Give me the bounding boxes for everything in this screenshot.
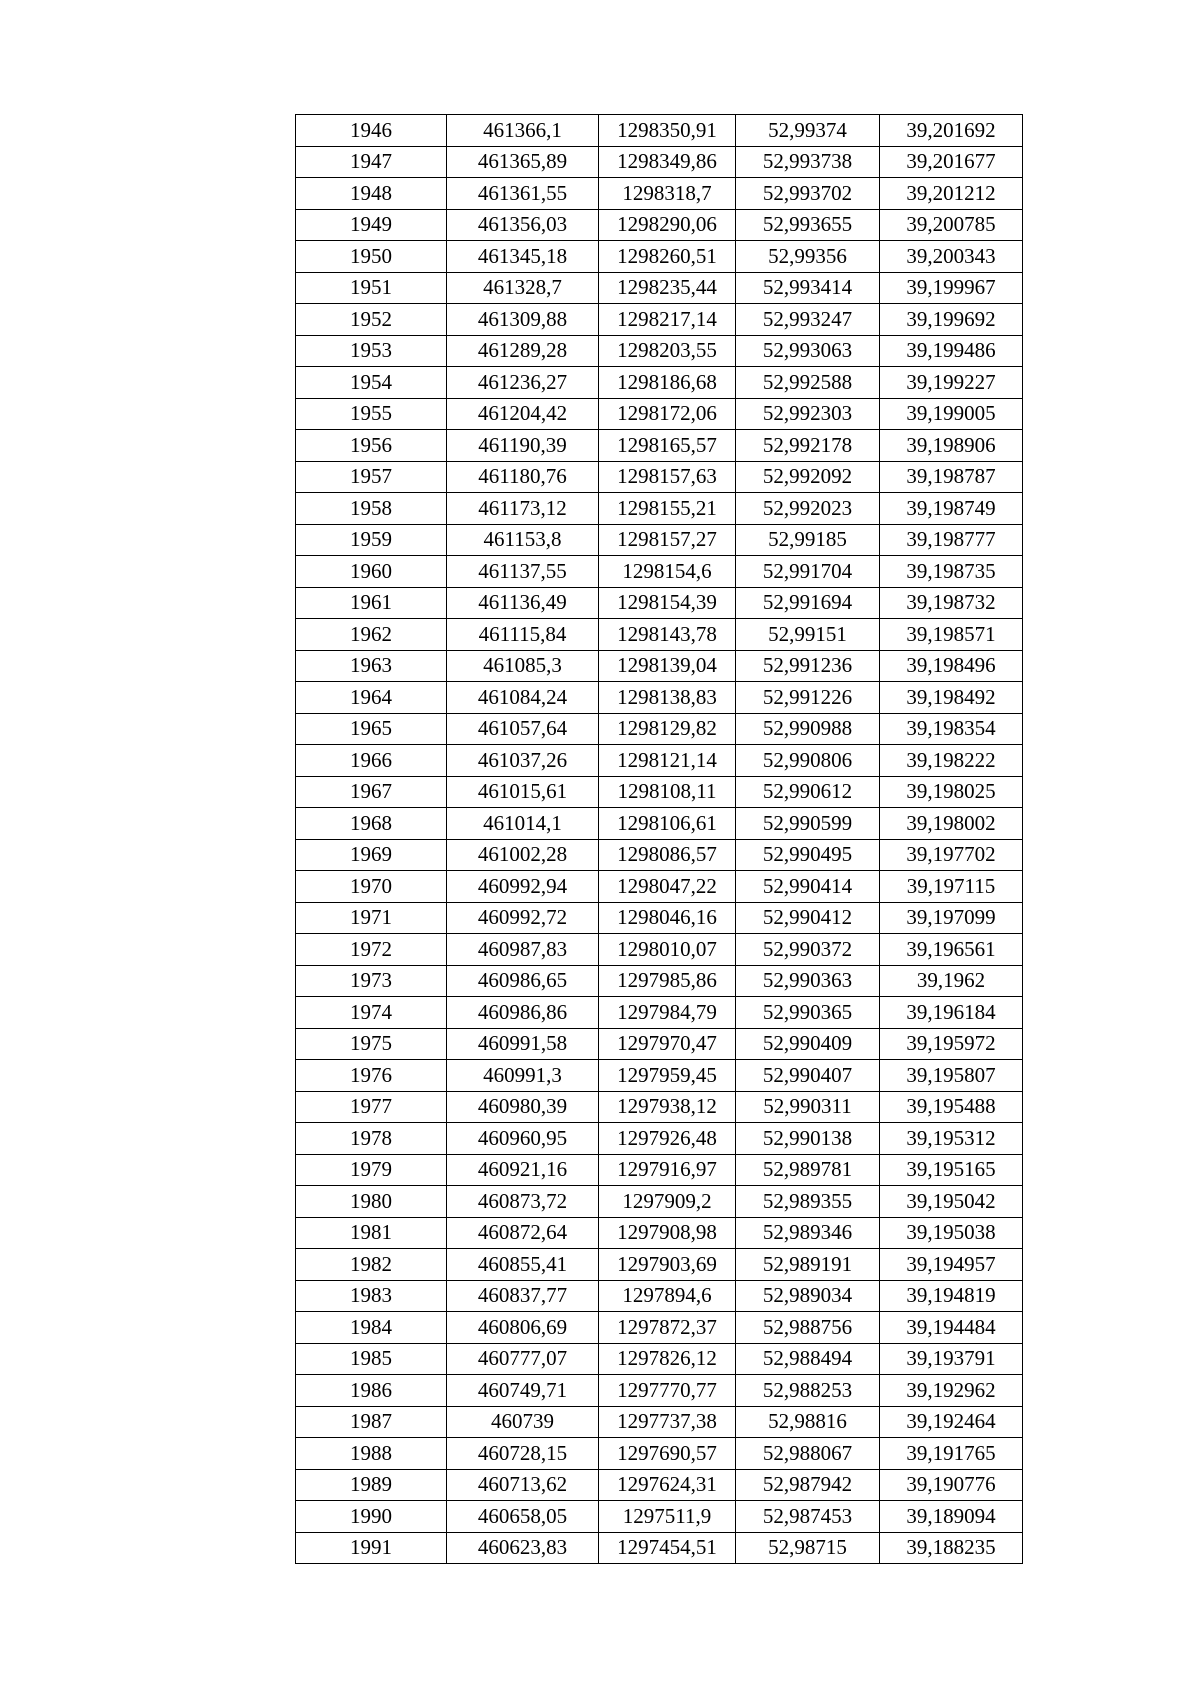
longitude-cell: 39,190776 bbox=[880, 1469, 1023, 1501]
latitude-cell: 52,989191 bbox=[736, 1249, 880, 1281]
longitude-cell: 39,195042 bbox=[880, 1186, 1023, 1218]
y-coordinate-cell: 1297984,79 bbox=[599, 997, 736, 1029]
x-coordinate-cell: 461309,88 bbox=[447, 304, 599, 336]
latitude-cell: 52,990612 bbox=[736, 776, 880, 808]
y-coordinate-cell: 1298010,07 bbox=[599, 934, 736, 966]
latitude-cell: 52,988494 bbox=[736, 1343, 880, 1375]
longitude-cell: 39,195488 bbox=[880, 1091, 1023, 1123]
point-number-cell: 1951 bbox=[296, 272, 447, 304]
table-row bbox=[296, 587, 1023, 619]
x-coordinate-cell: 461361,55 bbox=[447, 178, 599, 210]
table-row bbox=[296, 776, 1023, 808]
y-coordinate-cell: 1297985,86 bbox=[599, 965, 736, 997]
x-coordinate-cell: 460749,71 bbox=[447, 1375, 599, 1407]
table-row bbox=[296, 1186, 1023, 1218]
latitude-cell: 52,990599 bbox=[736, 808, 880, 840]
y-coordinate-cell: 1298290,06 bbox=[599, 209, 736, 241]
latitude-cell: 52,991704 bbox=[736, 556, 880, 588]
x-coordinate-cell: 460728,15 bbox=[447, 1438, 599, 1470]
table-row bbox=[296, 146, 1023, 178]
longitude-cell: 39,195312 bbox=[880, 1123, 1023, 1155]
table-row bbox=[296, 713, 1023, 745]
y-coordinate-cell: 1298172,06 bbox=[599, 398, 736, 430]
y-coordinate-cell: 1297872,37 bbox=[599, 1312, 736, 1344]
latitude-cell: 52,992092 bbox=[736, 461, 880, 493]
latitude-cell: 52,988067 bbox=[736, 1438, 880, 1470]
x-coordinate-cell: 461137,55 bbox=[447, 556, 599, 588]
longitude-cell: 39,194819 bbox=[880, 1280, 1023, 1312]
longitude-cell: 39,201212 bbox=[880, 178, 1023, 210]
x-coordinate-cell: 461190,39 bbox=[447, 430, 599, 462]
latitude-cell: 52,989355 bbox=[736, 1186, 880, 1218]
longitude-cell: 39,198496 bbox=[880, 650, 1023, 682]
x-coordinate-cell: 461002,28 bbox=[447, 839, 599, 871]
y-coordinate-cell: 1298139,04 bbox=[599, 650, 736, 682]
latitude-cell: 52,992588 bbox=[736, 367, 880, 399]
latitude-cell: 52,993738 bbox=[736, 146, 880, 178]
coordinates-table bbox=[295, 114, 1023, 1564]
latitude-cell: 52,988756 bbox=[736, 1312, 880, 1344]
y-coordinate-cell: 1297903,69 bbox=[599, 1249, 736, 1281]
y-coordinate-cell: 1298046,16 bbox=[599, 902, 736, 934]
point-number-cell: 1970 bbox=[296, 871, 447, 903]
latitude-cell: 52,990806 bbox=[736, 745, 880, 777]
table-row bbox=[296, 115, 1023, 147]
table-row bbox=[296, 997, 1023, 1029]
point-number-cell: 1986 bbox=[296, 1375, 447, 1407]
table-body bbox=[296, 115, 1023, 1564]
point-number-cell: 1952 bbox=[296, 304, 447, 336]
y-coordinate-cell: 1298155,21 bbox=[599, 493, 736, 525]
y-coordinate-cell: 1298157,63 bbox=[599, 461, 736, 493]
x-coordinate-cell: 461057,64 bbox=[447, 713, 599, 745]
y-coordinate-cell: 1298217,14 bbox=[599, 304, 736, 336]
longitude-cell: 39,198787 bbox=[880, 461, 1023, 493]
table-row bbox=[296, 524, 1023, 556]
longitude-cell: 39,201692 bbox=[880, 115, 1023, 147]
table-row bbox=[296, 1501, 1023, 1533]
y-coordinate-cell: 1297916,97 bbox=[599, 1154, 736, 1186]
y-coordinate-cell: 1298260,51 bbox=[599, 241, 736, 273]
point-number-cell: 1981 bbox=[296, 1217, 447, 1249]
latitude-cell: 52,990365 bbox=[736, 997, 880, 1029]
x-coordinate-cell: 460623,83 bbox=[447, 1532, 599, 1564]
point-number-cell: 1982 bbox=[296, 1249, 447, 1281]
longitude-cell: 39,194957 bbox=[880, 1249, 1023, 1281]
table-row bbox=[296, 1375, 1023, 1407]
x-coordinate-cell: 461136,49 bbox=[447, 587, 599, 619]
x-coordinate-cell: 460960,95 bbox=[447, 1123, 599, 1155]
y-coordinate-cell: 1297737,38 bbox=[599, 1406, 736, 1438]
y-coordinate-cell: 1298047,22 bbox=[599, 871, 736, 903]
x-coordinate-cell: 460991,58 bbox=[447, 1028, 599, 1060]
x-coordinate-cell: 461366,1 bbox=[447, 115, 599, 147]
x-coordinate-cell: 461365,89 bbox=[447, 146, 599, 178]
y-coordinate-cell: 1297926,48 bbox=[599, 1123, 736, 1155]
x-coordinate-cell: 461014,1 bbox=[447, 808, 599, 840]
point-number-cell: 1948 bbox=[296, 178, 447, 210]
point-number-cell: 1972 bbox=[296, 934, 447, 966]
longitude-cell: 39,200343 bbox=[880, 241, 1023, 273]
point-number-cell: 1985 bbox=[296, 1343, 447, 1375]
table-row bbox=[296, 1217, 1023, 1249]
point-number-cell: 1971 bbox=[296, 902, 447, 934]
x-coordinate-cell: 461015,61 bbox=[447, 776, 599, 808]
x-coordinate-cell: 460739 bbox=[447, 1406, 599, 1438]
latitude-cell: 52,991236 bbox=[736, 650, 880, 682]
table-row bbox=[296, 934, 1023, 966]
table-row bbox=[296, 398, 1023, 430]
latitude-cell: 52,992023 bbox=[736, 493, 880, 525]
x-coordinate-cell: 460658,05 bbox=[447, 1501, 599, 1533]
point-number-cell: 1947 bbox=[296, 146, 447, 178]
latitude-cell: 52,990412 bbox=[736, 902, 880, 934]
table-row bbox=[296, 1060, 1023, 1092]
table-row bbox=[296, 178, 1023, 210]
latitude-cell: 52,993655 bbox=[736, 209, 880, 241]
y-coordinate-cell: 1298143,78 bbox=[599, 619, 736, 651]
y-coordinate-cell: 1298129,82 bbox=[599, 713, 736, 745]
x-coordinate-cell: 461084,24 bbox=[447, 682, 599, 714]
x-coordinate-cell: 461037,26 bbox=[447, 745, 599, 777]
point-number-cell: 1956 bbox=[296, 430, 447, 462]
point-number-cell: 1949 bbox=[296, 209, 447, 241]
table-row bbox=[296, 839, 1023, 871]
longitude-cell: 39,198777 bbox=[880, 524, 1023, 556]
y-coordinate-cell: 1297938,12 bbox=[599, 1091, 736, 1123]
table-row bbox=[296, 1280, 1023, 1312]
y-coordinate-cell: 1298165,57 bbox=[599, 430, 736, 462]
x-coordinate-cell: 461204,42 bbox=[447, 398, 599, 430]
latitude-cell: 52,993414 bbox=[736, 272, 880, 304]
latitude-cell: 52,99151 bbox=[736, 619, 880, 651]
y-coordinate-cell: 1298349,86 bbox=[599, 146, 736, 178]
x-coordinate-cell: 460986,86 bbox=[447, 997, 599, 1029]
table-row bbox=[296, 1438, 1023, 1470]
y-coordinate-cell: 1298186,68 bbox=[599, 367, 736, 399]
y-coordinate-cell: 1297454,51 bbox=[599, 1532, 736, 1564]
x-coordinate-cell: 461153,8 bbox=[447, 524, 599, 556]
y-coordinate-cell: 1297511,9 bbox=[599, 1501, 736, 1533]
longitude-cell: 39,192962 bbox=[880, 1375, 1023, 1407]
latitude-cell: 52,992303 bbox=[736, 398, 880, 430]
table-row bbox=[296, 1154, 1023, 1186]
latitude-cell: 52,989781 bbox=[736, 1154, 880, 1186]
y-coordinate-cell: 1298350,91 bbox=[599, 115, 736, 147]
y-coordinate-cell: 1298138,83 bbox=[599, 682, 736, 714]
latitude-cell: 52,993063 bbox=[736, 335, 880, 367]
latitude-cell: 52,990409 bbox=[736, 1028, 880, 1060]
x-coordinate-cell: 460855,41 bbox=[447, 1249, 599, 1281]
point-number-cell: 1946 bbox=[296, 115, 447, 147]
x-coordinate-cell: 460921,16 bbox=[447, 1154, 599, 1186]
table-row bbox=[296, 808, 1023, 840]
table-row bbox=[296, 650, 1023, 682]
y-coordinate-cell: 1298121,14 bbox=[599, 745, 736, 777]
point-number-cell: 1961 bbox=[296, 587, 447, 619]
longitude-cell: 39,197099 bbox=[880, 902, 1023, 934]
latitude-cell: 52,993247 bbox=[736, 304, 880, 336]
x-coordinate-cell: 460992,72 bbox=[447, 902, 599, 934]
longitude-cell: 39,189094 bbox=[880, 1501, 1023, 1533]
longitude-cell: 39,198735 bbox=[880, 556, 1023, 588]
x-coordinate-cell: 461180,76 bbox=[447, 461, 599, 493]
x-coordinate-cell: 460713,62 bbox=[447, 1469, 599, 1501]
x-coordinate-cell: 460991,3 bbox=[447, 1060, 599, 1092]
point-number-cell: 1962 bbox=[296, 619, 447, 651]
latitude-cell: 52,990372 bbox=[736, 934, 880, 966]
longitude-cell: 39,196561 bbox=[880, 934, 1023, 966]
table-row bbox=[296, 619, 1023, 651]
longitude-cell: 39,1962 bbox=[880, 965, 1023, 997]
longitude-cell: 39,198732 bbox=[880, 587, 1023, 619]
latitude-cell: 52,99374 bbox=[736, 115, 880, 147]
y-coordinate-cell: 1298154,6 bbox=[599, 556, 736, 588]
point-number-cell: 1960 bbox=[296, 556, 447, 588]
table-row bbox=[296, 335, 1023, 367]
longitude-cell: 39,194484 bbox=[880, 1312, 1023, 1344]
latitude-cell: 52,990363 bbox=[736, 965, 880, 997]
y-coordinate-cell: 1297826,12 bbox=[599, 1343, 736, 1375]
table-row bbox=[296, 745, 1023, 777]
latitude-cell: 52,99185 bbox=[736, 524, 880, 556]
point-number-cell: 1953 bbox=[296, 335, 447, 367]
table-row bbox=[296, 241, 1023, 273]
x-coordinate-cell: 460980,39 bbox=[447, 1091, 599, 1123]
longitude-cell: 39,201677 bbox=[880, 146, 1023, 178]
y-coordinate-cell: 1298086,57 bbox=[599, 839, 736, 871]
point-number-cell: 1975 bbox=[296, 1028, 447, 1060]
point-number-cell: 1968 bbox=[296, 808, 447, 840]
point-number-cell: 1955 bbox=[296, 398, 447, 430]
point-number-cell: 1958 bbox=[296, 493, 447, 525]
latitude-cell: 52,990414 bbox=[736, 871, 880, 903]
point-number-cell: 1950 bbox=[296, 241, 447, 273]
latitude-cell: 52,991694 bbox=[736, 587, 880, 619]
longitude-cell: 39,195972 bbox=[880, 1028, 1023, 1060]
point-number-cell: 1973 bbox=[296, 965, 447, 997]
latitude-cell: 52,990407 bbox=[736, 1060, 880, 1092]
table-row bbox=[296, 682, 1023, 714]
latitude-cell: 52,987453 bbox=[736, 1501, 880, 1533]
latitude-cell: 52,98816 bbox=[736, 1406, 880, 1438]
point-number-cell: 1969 bbox=[296, 839, 447, 871]
y-coordinate-cell: 1298235,44 bbox=[599, 272, 736, 304]
table-row bbox=[296, 1406, 1023, 1438]
y-coordinate-cell: 1297959,45 bbox=[599, 1060, 736, 1092]
longitude-cell: 39,199005 bbox=[880, 398, 1023, 430]
point-number-cell: 1966 bbox=[296, 745, 447, 777]
longitude-cell: 39,195165 bbox=[880, 1154, 1023, 1186]
point-number-cell: 1976 bbox=[296, 1060, 447, 1092]
table-row bbox=[296, 304, 1023, 336]
point-number-cell: 1990 bbox=[296, 1501, 447, 1533]
point-number-cell: 1959 bbox=[296, 524, 447, 556]
longitude-cell: 39,199486 bbox=[880, 335, 1023, 367]
y-coordinate-cell: 1297908,98 bbox=[599, 1217, 736, 1249]
point-number-cell: 1983 bbox=[296, 1280, 447, 1312]
x-coordinate-cell: 460873,72 bbox=[447, 1186, 599, 1218]
longitude-cell: 39,198906 bbox=[880, 430, 1023, 462]
longitude-cell: 39,191765 bbox=[880, 1438, 1023, 1470]
table-row bbox=[296, 493, 1023, 525]
y-coordinate-cell: 1298106,61 bbox=[599, 808, 736, 840]
longitude-cell: 39,198354 bbox=[880, 713, 1023, 745]
x-coordinate-cell: 460837,77 bbox=[447, 1280, 599, 1312]
x-coordinate-cell: 461356,03 bbox=[447, 209, 599, 241]
longitude-cell: 39,199227 bbox=[880, 367, 1023, 399]
x-coordinate-cell: 460777,07 bbox=[447, 1343, 599, 1375]
table-row bbox=[296, 1249, 1023, 1281]
y-coordinate-cell: 1297624,31 bbox=[599, 1469, 736, 1501]
table-row bbox=[296, 461, 1023, 493]
point-number-cell: 1988 bbox=[296, 1438, 447, 1470]
latitude-cell: 52,988253 bbox=[736, 1375, 880, 1407]
table-row bbox=[296, 1028, 1023, 1060]
x-coordinate-cell: 461085,3 bbox=[447, 650, 599, 682]
longitude-cell: 39,196184 bbox=[880, 997, 1023, 1029]
point-number-cell: 1967 bbox=[296, 776, 447, 808]
longitude-cell: 39,197115 bbox=[880, 871, 1023, 903]
x-coordinate-cell: 460806,69 bbox=[447, 1312, 599, 1344]
y-coordinate-cell: 1297909,2 bbox=[599, 1186, 736, 1218]
point-number-cell: 1978 bbox=[296, 1123, 447, 1155]
point-number-cell: 1963 bbox=[296, 650, 447, 682]
longitude-cell: 39,195038 bbox=[880, 1217, 1023, 1249]
x-coordinate-cell: 461328,7 bbox=[447, 272, 599, 304]
table-row bbox=[296, 1469, 1023, 1501]
latitude-cell: 52,992178 bbox=[736, 430, 880, 462]
point-number-cell: 1957 bbox=[296, 461, 447, 493]
y-coordinate-cell: 1298203,55 bbox=[599, 335, 736, 367]
point-number-cell: 1980 bbox=[296, 1186, 447, 1218]
x-coordinate-cell: 461173,12 bbox=[447, 493, 599, 525]
y-coordinate-cell: 1297690,57 bbox=[599, 1438, 736, 1470]
x-coordinate-cell: 461345,18 bbox=[447, 241, 599, 273]
longitude-cell: 39,198749 bbox=[880, 493, 1023, 525]
longitude-cell: 39,198492 bbox=[880, 682, 1023, 714]
point-number-cell: 1974 bbox=[296, 997, 447, 1029]
longitude-cell: 39,198002 bbox=[880, 808, 1023, 840]
table-row bbox=[296, 209, 1023, 241]
table-row bbox=[296, 1123, 1023, 1155]
latitude-cell: 52,989034 bbox=[736, 1280, 880, 1312]
point-number-cell: 1965 bbox=[296, 713, 447, 745]
y-coordinate-cell: 1297770,77 bbox=[599, 1375, 736, 1407]
x-coordinate-cell: 460986,65 bbox=[447, 965, 599, 997]
longitude-cell: 39,199692 bbox=[880, 304, 1023, 336]
x-coordinate-cell: 461289,28 bbox=[447, 335, 599, 367]
point-number-cell: 1987 bbox=[296, 1406, 447, 1438]
table-row bbox=[296, 1532, 1023, 1564]
latitude-cell: 52,990138 bbox=[736, 1123, 880, 1155]
point-number-cell: 1964 bbox=[296, 682, 447, 714]
point-number-cell: 1984 bbox=[296, 1312, 447, 1344]
x-coordinate-cell: 460987,83 bbox=[447, 934, 599, 966]
y-coordinate-cell: 1298318,7 bbox=[599, 178, 736, 210]
longitude-cell: 39,193791 bbox=[880, 1343, 1023, 1375]
latitude-cell: 52,98715 bbox=[736, 1532, 880, 1564]
latitude-cell: 52,990311 bbox=[736, 1091, 880, 1123]
table-row bbox=[296, 272, 1023, 304]
table-row bbox=[296, 367, 1023, 399]
point-number-cell: 1989 bbox=[296, 1469, 447, 1501]
table-row bbox=[296, 556, 1023, 588]
y-coordinate-cell: 1298108,11 bbox=[599, 776, 736, 808]
table-row bbox=[296, 430, 1023, 462]
x-coordinate-cell: 460992,94 bbox=[447, 871, 599, 903]
longitude-cell: 39,198571 bbox=[880, 619, 1023, 651]
longitude-cell: 39,192464 bbox=[880, 1406, 1023, 1438]
latitude-cell: 52,993702 bbox=[736, 178, 880, 210]
y-coordinate-cell: 1297970,47 bbox=[599, 1028, 736, 1060]
latitude-cell: 52,99356 bbox=[736, 241, 880, 273]
latitude-cell: 52,990495 bbox=[736, 839, 880, 871]
point-number-cell: 1954 bbox=[296, 367, 447, 399]
latitude-cell: 52,991226 bbox=[736, 682, 880, 714]
point-number-cell: 1991 bbox=[296, 1532, 447, 1564]
longitude-cell: 39,198222 bbox=[880, 745, 1023, 777]
longitude-cell: 39,198025 bbox=[880, 776, 1023, 808]
x-coordinate-cell: 460872,64 bbox=[447, 1217, 599, 1249]
y-coordinate-cell: 1298157,27 bbox=[599, 524, 736, 556]
longitude-cell: 39,188235 bbox=[880, 1532, 1023, 1564]
y-coordinate-cell: 1297894,6 bbox=[599, 1280, 736, 1312]
table-row bbox=[296, 965, 1023, 997]
latitude-cell: 52,987942 bbox=[736, 1469, 880, 1501]
y-coordinate-cell: 1298154,39 bbox=[599, 587, 736, 619]
table-row bbox=[296, 1312, 1023, 1344]
x-coordinate-cell: 461236,27 bbox=[447, 367, 599, 399]
table-row bbox=[296, 902, 1023, 934]
longitude-cell: 39,195807 bbox=[880, 1060, 1023, 1092]
table-row bbox=[296, 1343, 1023, 1375]
point-number-cell: 1977 bbox=[296, 1091, 447, 1123]
longitude-cell: 39,199967 bbox=[880, 272, 1023, 304]
latitude-cell: 52,990988 bbox=[736, 713, 880, 745]
point-number-cell: 1979 bbox=[296, 1154, 447, 1186]
x-coordinate-cell: 461115,84 bbox=[447, 619, 599, 651]
longitude-cell: 39,200785 bbox=[880, 209, 1023, 241]
longitude-cell: 39,197702 bbox=[880, 839, 1023, 871]
table-row bbox=[296, 871, 1023, 903]
table-row bbox=[296, 1091, 1023, 1123]
latitude-cell: 52,989346 bbox=[736, 1217, 880, 1249]
